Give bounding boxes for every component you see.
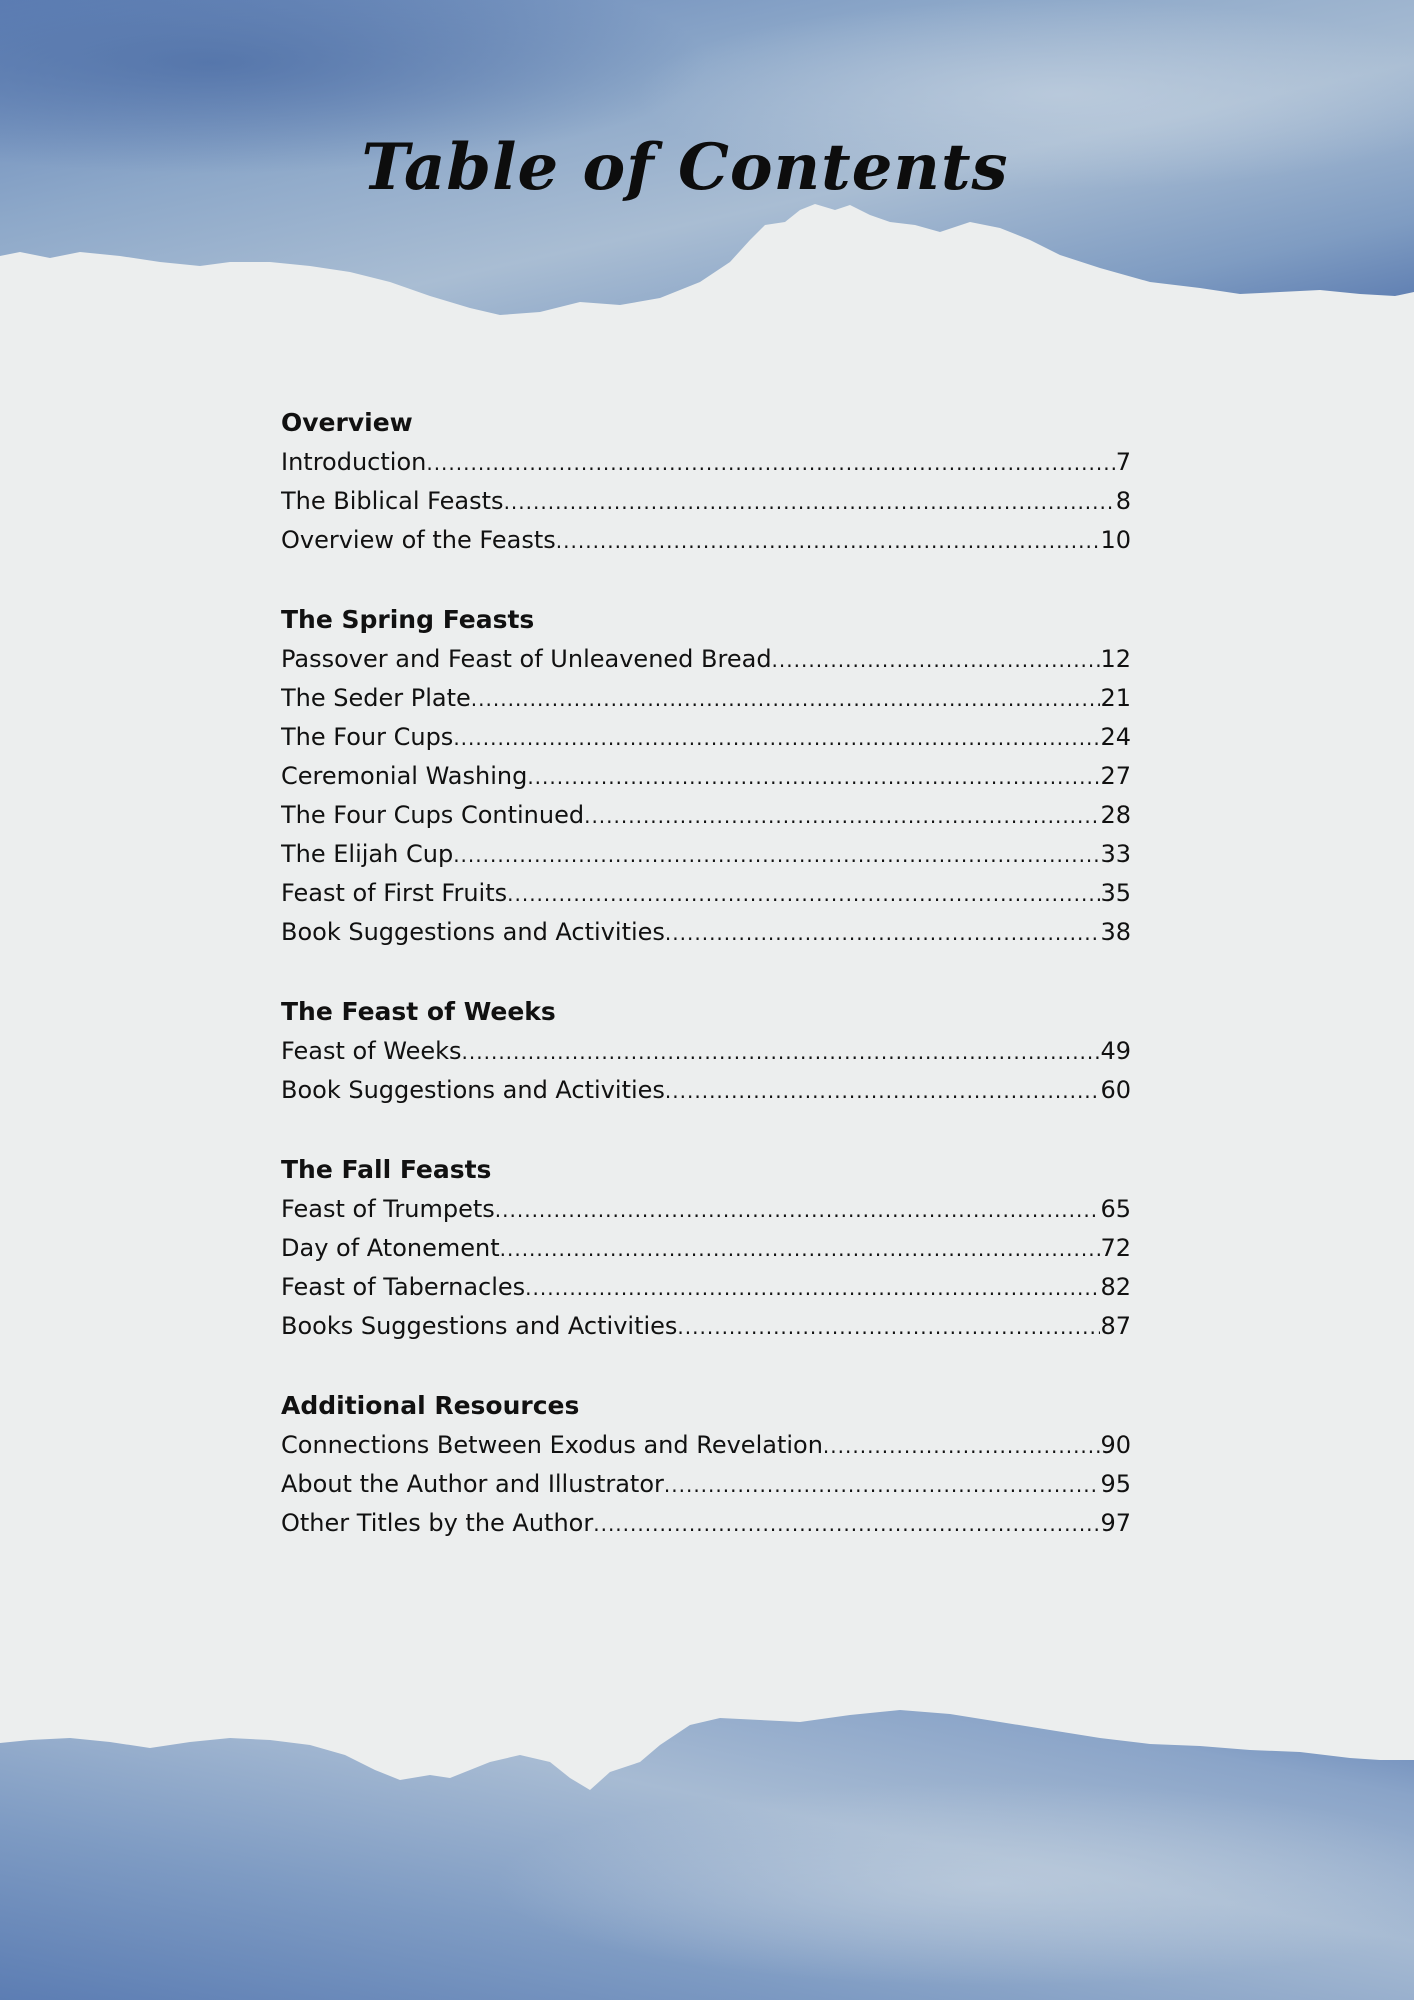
entry-title: Passover and Feast of Unleavened Bread	[281, 645, 772, 673]
entry-title: Overview of the Feasts	[281, 526, 556, 554]
section-heading: The Fall Feasts	[281, 1155, 492, 1184]
page-title: Table of Contents	[361, 130, 1009, 205]
section-heading: Overview	[281, 408, 413, 437]
toc-entry[interactable]	[281, 796, 1131, 835]
toc-section-additional-resources	[281, 1386, 1131, 1543]
entry-title: Ceremonial Washing	[281, 762, 528, 790]
entry-title: Books Suggestions and Activities	[281, 1312, 678, 1340]
toc-entry[interactable]	[281, 640, 1131, 679]
section-heading: The Spring Feasts	[281, 605, 535, 634]
dot-leader	[462, 1033, 1101, 1071]
entry-title: Feast of Weeks	[281, 1037, 462, 1065]
dot-leader	[665, 914, 1101, 952]
entry-title: Other Titles by the Author	[281, 1509, 594, 1537]
toc-entry[interactable]	[281, 1465, 1131, 1504]
toc-entry[interactable]	[281, 1229, 1131, 1268]
section-heading: Additional Resources	[281, 1391, 580, 1420]
dot-leader	[495, 1191, 1101, 1229]
toc-entry[interactable]	[281, 757, 1131, 796]
entry-title: Feast of Trumpets	[281, 1195, 495, 1223]
toc-entry[interactable]	[281, 835, 1131, 874]
toc-section-spring-feasts	[281, 600, 1131, 952]
toc-entry[interactable]	[281, 913, 1131, 952]
dot-leader	[556, 522, 1101, 560]
toc-entry[interactable]	[281, 1268, 1131, 1307]
entry-page-number: 60	[1100, 1076, 1131, 1104]
toc-entry[interactable]	[281, 1032, 1131, 1071]
entry-page-number: 35	[1100, 879, 1131, 907]
entry-title: Feast of First Fruits	[281, 879, 508, 907]
entry-page-number: 12	[1100, 645, 1131, 673]
dot-leader	[665, 1072, 1101, 1110]
entry-page-number: 87	[1100, 1312, 1131, 1340]
toc-entry[interactable]	[281, 874, 1131, 913]
dot-leader	[527, 758, 1100, 796]
entry-page-number: 28	[1100, 801, 1131, 829]
dot-leader	[593, 1505, 1100, 1543]
entry-page-number: 97	[1100, 1509, 1131, 1537]
entry-title: The Four Cups Continued	[281, 801, 585, 829]
toc-entry[interactable]	[281, 718, 1131, 757]
entry-title: The Seder Plate	[281, 684, 471, 712]
entry-page-number: 38	[1100, 918, 1131, 946]
dot-leader	[823, 1427, 1101, 1465]
dot-leader	[453, 719, 1100, 757]
toc-entry[interactable]	[281, 482, 1131, 521]
entry-title: Day of Atonement	[281, 1234, 500, 1262]
toc-entry[interactable]	[281, 1071, 1131, 1110]
entry-page-number: 65	[1100, 1195, 1131, 1223]
entry-page-number: 24	[1100, 723, 1131, 751]
dot-leader	[504, 483, 1116, 521]
entry-title: Introduction	[281, 448, 427, 476]
entry-page-number: 21	[1100, 684, 1131, 712]
entry-page-number: 82	[1100, 1273, 1131, 1301]
entry-title: About the Author and Illustrator	[281, 1470, 664, 1498]
entry-title: The Four Cups	[281, 723, 454, 751]
entry-title: Book Suggestions and Activities	[281, 918, 665, 946]
entry-title: The Biblical Feasts	[281, 487, 504, 515]
dot-leader	[525, 1269, 1100, 1307]
entry-page-number: 27	[1100, 762, 1131, 790]
toc-entry[interactable]	[281, 521, 1131, 560]
bottom-watercolor-banner	[0, 1700, 1414, 2000]
toc-entry[interactable]	[281, 1307, 1131, 1346]
entry-title: Feast of Tabernacles	[281, 1273, 526, 1301]
toc-entry[interactable]	[281, 443, 1131, 482]
dot-leader	[426, 444, 1115, 482]
entry-page-number: 33	[1100, 840, 1131, 868]
dot-leader	[664, 1466, 1101, 1504]
dot-leader	[453, 836, 1100, 874]
entry-title: Book Suggestions and Activities	[281, 1076, 665, 1104]
dot-leader	[500, 1230, 1101, 1268]
entry-page-number: 7	[1115, 448, 1131, 476]
entry-page-number: 95	[1100, 1470, 1131, 1498]
entry-title: Connections Between Exodus and Revelation	[281, 1431, 823, 1459]
entry-page-number: 10	[1100, 526, 1131, 554]
dot-leader	[471, 680, 1101, 718]
entry-title: The Elijah Cup	[281, 840, 454, 868]
dot-leader	[584, 797, 1100, 835]
toc-section-feast-of-weeks	[281, 992, 1131, 1110]
entry-page-number: 90	[1100, 1431, 1131, 1459]
entry-page-number: 72	[1100, 1234, 1131, 1262]
toc-entry[interactable]	[281, 1504, 1131, 1543]
toc-section-overview	[281, 403, 1131, 560]
dot-leader	[677, 1308, 1100, 1346]
section-heading: The Feast of Weeks	[281, 997, 556, 1026]
dot-leader	[772, 641, 1101, 679]
toc-section-fall-feasts	[281, 1150, 1131, 1346]
entry-page-number: 49	[1100, 1037, 1131, 1065]
toc-entry[interactable]	[281, 679, 1131, 718]
toc-entry[interactable]	[281, 1190, 1131, 1229]
toc-entry[interactable]	[281, 1426, 1131, 1465]
entry-page-number: 8	[1115, 487, 1131, 515]
dot-leader	[507, 875, 1100, 913]
table-of-contents	[281, 403, 1131, 1583]
